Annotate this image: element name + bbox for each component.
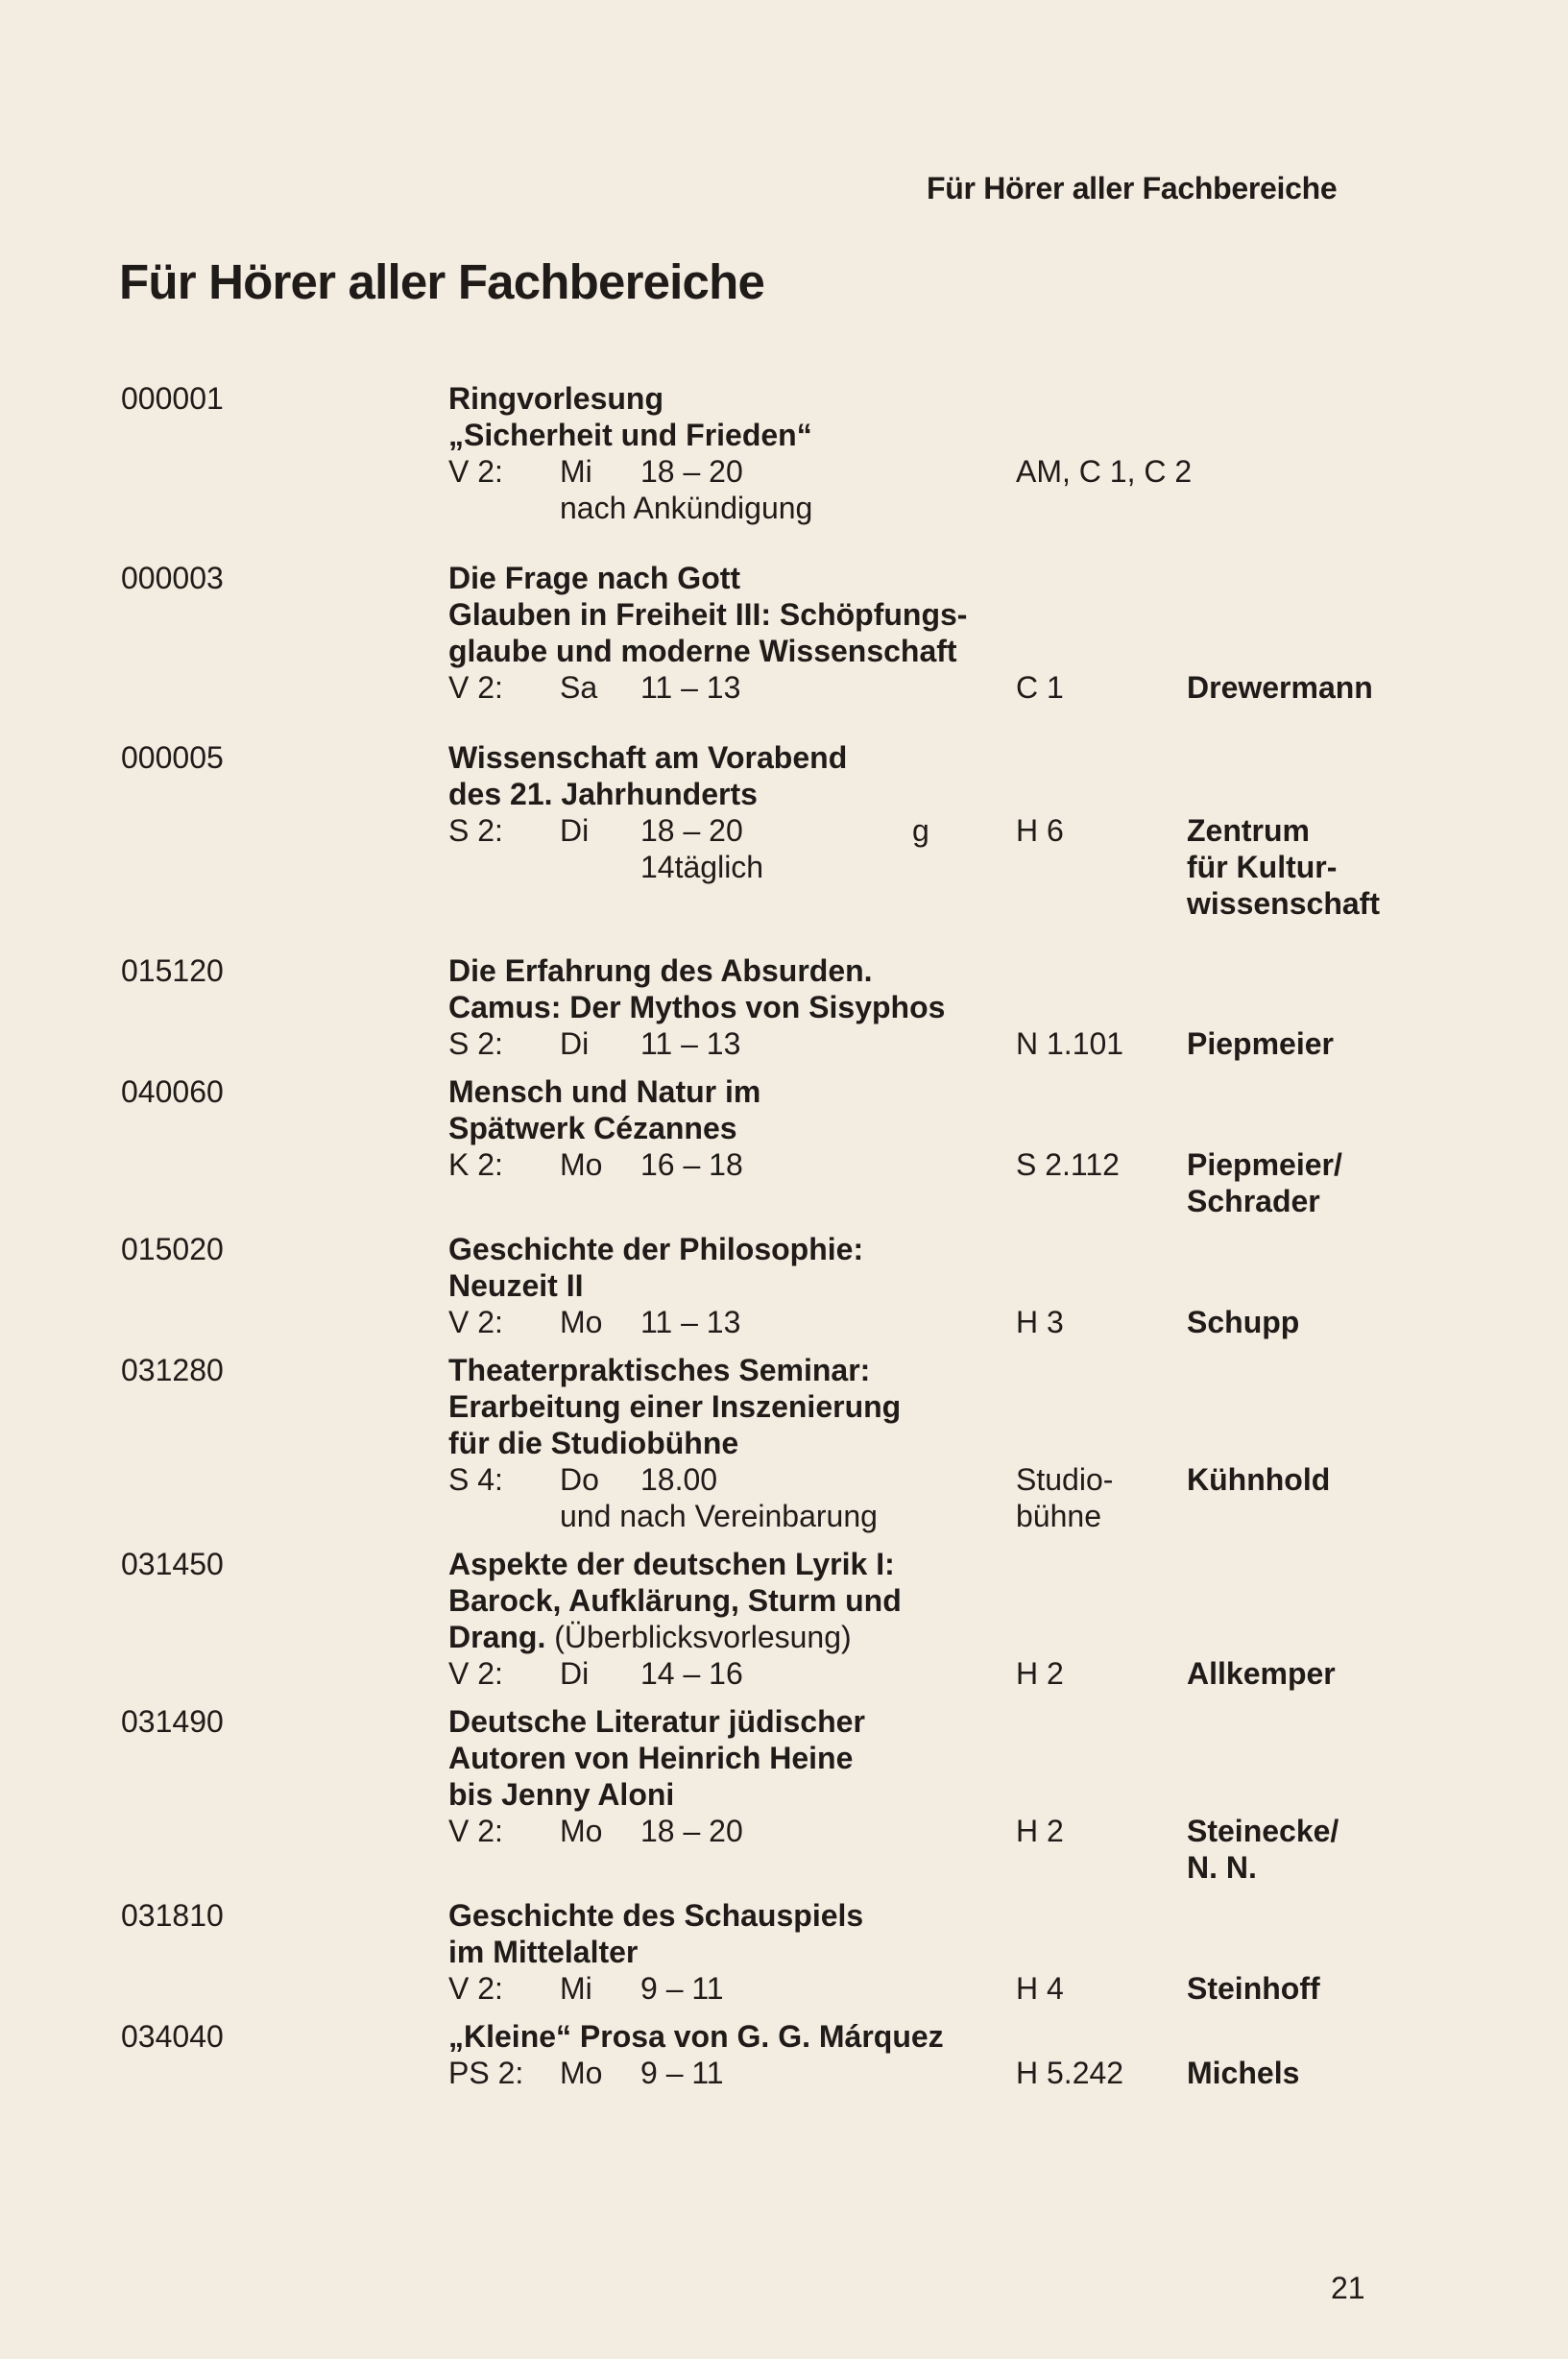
course-room-line: H 2 bbox=[1016, 1656, 1064, 1691]
course-room bbox=[1016, 669, 1064, 706]
course-number: 040060 bbox=[121, 1074, 224, 1109]
course-lecturer-line: N. N. bbox=[1187, 1850, 1257, 1885]
course-lecturer bbox=[1187, 1304, 1299, 1340]
course-details bbox=[448, 2018, 986, 2091]
course-entry bbox=[0, 739, 1568, 922]
course-note: 14täglich bbox=[640, 850, 764, 884]
course-type: V 2: bbox=[448, 454, 503, 489]
course-day: Mo bbox=[560, 1814, 603, 1848]
course-schedule bbox=[448, 812, 986, 849]
course-schedule bbox=[448, 1025, 986, 1062]
course-lecturer-line: wissenschaft bbox=[1187, 886, 1380, 921]
course-lecturer bbox=[1187, 1970, 1320, 2007]
course-room bbox=[1016, 1655, 1064, 1692]
course-room-line: C 1 bbox=[1016, 670, 1064, 705]
course-entry bbox=[0, 380, 1568, 526]
course-lecturer bbox=[1187, 1461, 1330, 1498]
course-room bbox=[1016, 1146, 1120, 1183]
course-title-line: Camus: Der Mythos von Sisyphos bbox=[448, 990, 946, 1024]
course-day: Mo bbox=[560, 2056, 603, 2090]
course-room-line: H 3 bbox=[1016, 1305, 1064, 1339]
course-room-line: S 2.112 bbox=[1016, 1147, 1120, 1182]
course-room bbox=[1016, 2055, 1123, 2091]
course-room bbox=[1016, 812, 1064, 849]
course-room-line: N 1.101 bbox=[1016, 1026, 1124, 1061]
course-time: 18 – 20 bbox=[640, 1814, 743, 1848]
course-type: S 2: bbox=[448, 1026, 503, 1061]
course-entry bbox=[0, 2018, 1568, 2091]
course-lecturer-line: Piepmeier bbox=[1187, 1026, 1334, 1061]
course-title-line: Die Frage nach Gott bbox=[448, 561, 741, 595]
course-lecturer bbox=[1187, 1655, 1336, 1692]
course-room bbox=[1016, 1304, 1064, 1340]
course-title-line: Deutsche Literatur jüdischer bbox=[448, 1704, 865, 1739]
course-day: Mi bbox=[560, 454, 592, 489]
course-note: nach Ankündigung bbox=[560, 491, 813, 525]
course-time: 18 – 20 bbox=[640, 454, 743, 489]
course-room-line: AM, C 1, C 2 bbox=[1016, 454, 1193, 489]
course-lecturer-line: Zentrum bbox=[1187, 813, 1310, 848]
course-schedule bbox=[448, 1655, 986, 1692]
course-number: 015120 bbox=[121, 953, 224, 988]
course-schedule bbox=[448, 453, 986, 490]
course-list bbox=[0, 380, 1568, 2091]
course-type: S 2: bbox=[448, 813, 503, 848]
course-room bbox=[1016, 1813, 1064, 1849]
course-details bbox=[448, 1352, 986, 1534]
course-room bbox=[1016, 1461, 1113, 1534]
course-details bbox=[448, 1897, 986, 2007]
course-title-line: Die Erfahrung des Absurden. bbox=[448, 953, 873, 988]
course-room bbox=[1016, 453, 1192, 490]
course-entry bbox=[0, 1073, 1568, 1219]
page-title: Für Hörer aller Fachbereiche bbox=[119, 254, 765, 309]
course-details bbox=[448, 952, 986, 1062]
course-lecturer-line: Schrader bbox=[1187, 1184, 1320, 1218]
course-day: Mo bbox=[560, 1305, 603, 1339]
course-lecturer-line: Piepmeier/ bbox=[1187, 1147, 1342, 1182]
course-number: 000003 bbox=[121, 561, 224, 595]
course-title-line: Geschichte des Schauspiels bbox=[448, 1898, 864, 1933]
course-number: 031810 bbox=[121, 1898, 224, 1933]
course-number: 031490 bbox=[121, 1704, 224, 1739]
course-details bbox=[448, 1073, 986, 1183]
course-schedule bbox=[448, 1146, 986, 1183]
course-lecturer-line: für Kultur- bbox=[1187, 850, 1338, 884]
course-lecturer bbox=[1187, 669, 1373, 706]
course-lecturer-line: Kühnhold bbox=[1187, 1462, 1331, 1497]
course-type: K 2: bbox=[448, 1147, 503, 1182]
course-title-line: Spätwerk Cézannes bbox=[448, 1111, 737, 1145]
course-title-line: Barock, Aufklärung, Sturm und bbox=[448, 1583, 902, 1618]
course-type: PS 2: bbox=[448, 2056, 524, 2090]
course-day: Di bbox=[560, 813, 590, 848]
course-schedule bbox=[448, 1970, 986, 2007]
course-title-line: „Kleine“ Prosa von G. G. Márquez bbox=[448, 2019, 944, 2054]
course-title-line: Autoren von Heinrich Heine bbox=[448, 1741, 854, 1775]
course-details bbox=[448, 560, 986, 706]
course-lecturer-line: Steinecke/ bbox=[1187, 1814, 1339, 1848]
course-number: 031280 bbox=[121, 1353, 224, 1387]
course-room-line: bühne bbox=[1016, 1499, 1101, 1533]
course-lecturer-line: Steinhoff bbox=[1187, 1971, 1320, 2006]
course-type: V 2: bbox=[448, 670, 503, 705]
running-header: Für Hörer aller Fachbereiche bbox=[927, 171, 1338, 205]
course-number: 000005 bbox=[121, 740, 224, 775]
course-title-line: Wissenschaft am Vorabend bbox=[448, 740, 848, 775]
course-lecturer bbox=[1187, 812, 1380, 922]
course-title-line: Theaterpraktisches Seminar: bbox=[448, 1353, 871, 1387]
course-day: Do bbox=[560, 1462, 599, 1497]
course-title-line: des 21. Jahrhunderts bbox=[448, 777, 758, 811]
course-type: V 2: bbox=[448, 1814, 503, 1848]
course-title-line: Mensch und Natur im bbox=[448, 1074, 761, 1109]
course-room-line: H 6 bbox=[1016, 813, 1064, 848]
course-day: Mo bbox=[560, 1147, 603, 1182]
course-title-line: Geschichte der Philosophie: bbox=[448, 1232, 864, 1266]
course-title-line: Neuzeit II bbox=[448, 1268, 584, 1303]
course-title-line: Glauben in Freiheit III: Schöpfungs- bbox=[448, 597, 968, 632]
course-schedule bbox=[448, 1813, 986, 1849]
course-lecturer bbox=[1187, 2055, 1299, 2091]
course-type: V 2: bbox=[448, 1656, 503, 1691]
course-schedule bbox=[448, 1304, 986, 1340]
course-room bbox=[1016, 1970, 1064, 2007]
course-number: 000001 bbox=[121, 381, 224, 416]
course-entry bbox=[0, 560, 1568, 706]
course-lecturer bbox=[1187, 1813, 1339, 1886]
course-details bbox=[448, 739, 986, 885]
course-day: Mi bbox=[560, 1971, 592, 2006]
course-note: und nach Vereinbarung bbox=[560, 1499, 878, 1533]
course-time: 18.00 bbox=[640, 1462, 718, 1497]
course-room-line: H 4 bbox=[1016, 1971, 1064, 2006]
course-title-line: Ringvorlesung bbox=[448, 381, 664, 416]
course-title-line: „Sicherheit und Frieden“ bbox=[448, 418, 812, 452]
course-day: Sa bbox=[560, 670, 598, 705]
course-time: 9 – 11 bbox=[640, 1971, 724, 2006]
course-time: 11 – 13 bbox=[640, 670, 741, 705]
course-entry bbox=[0, 1897, 1568, 2007]
course-lecturer-line: Schupp bbox=[1187, 1305, 1300, 1339]
course-title-line: für die Studiobühne bbox=[448, 1426, 739, 1460]
course-room bbox=[1016, 1025, 1123, 1062]
course-title-line bbox=[448, 1619, 986, 1655]
course-flag: g bbox=[912, 813, 929, 848]
course-schedule bbox=[448, 669, 986, 706]
course-room-line: H 2 bbox=[1016, 1814, 1064, 1848]
course-type: S 4: bbox=[448, 1462, 503, 1497]
course-day: Di bbox=[560, 1026, 590, 1061]
course-title-line: im Mittelalter bbox=[448, 1935, 639, 1969]
course-title-line: bis Jenny Aloni bbox=[448, 1777, 675, 1812]
course-details bbox=[448, 380, 986, 526]
course-time: 11 – 13 bbox=[640, 1305, 741, 1339]
course-time: 16 – 18 bbox=[640, 1147, 743, 1182]
course-entry bbox=[0, 1352, 1568, 1534]
course-entry bbox=[0, 1546, 1568, 1692]
course-number: 015020 bbox=[121, 1232, 224, 1266]
course-details bbox=[448, 1703, 986, 1849]
course-schedule bbox=[448, 1461, 986, 1498]
course-entry bbox=[0, 1703, 1568, 1886]
course-number: 034040 bbox=[121, 2019, 224, 2054]
course-lecturer-line: Michels bbox=[1187, 2056, 1300, 2090]
course-type: V 2: bbox=[448, 1305, 503, 1339]
course-details bbox=[448, 1231, 986, 1340]
course-title-remark: (Überblicksvorlesung) bbox=[545, 1620, 852, 1654]
course-type: V 2: bbox=[448, 1971, 503, 2006]
page-number: 21 bbox=[1331, 2271, 1365, 2305]
course-room-line: H 5.242 bbox=[1016, 2056, 1124, 2090]
course-time: 11 – 13 bbox=[640, 1026, 741, 1061]
course-details bbox=[448, 1546, 986, 1692]
course-number: 031450 bbox=[121, 1547, 224, 1581]
course-schedule bbox=[448, 2055, 986, 2091]
course-title-part: Drang. bbox=[448, 1620, 546, 1654]
course-entry bbox=[0, 952, 1568, 1062]
course-entry bbox=[0, 1231, 1568, 1340]
course-time: 9 – 11 bbox=[640, 2056, 724, 2090]
course-title-line: Erarbeitung einer Inszenierung bbox=[448, 1389, 902, 1424]
course-day: Di bbox=[560, 1656, 590, 1691]
course-lecturer bbox=[1187, 1025, 1334, 1062]
course-time: 14 – 16 bbox=[640, 1656, 743, 1691]
course-lecturer-line: Drewermann bbox=[1187, 670, 1373, 705]
course-room-line: Studio- bbox=[1016, 1462, 1114, 1497]
course-title-line: Aspekte der deutschen Lyrik I: bbox=[448, 1547, 895, 1581]
course-time: 18 – 20 bbox=[640, 813, 743, 848]
course-lecturer bbox=[1187, 1146, 1342, 1219]
course-title-line: glaube und moderne Wissenschaft bbox=[448, 634, 957, 668]
course-lecturer-line: Allkemper bbox=[1187, 1656, 1336, 1691]
